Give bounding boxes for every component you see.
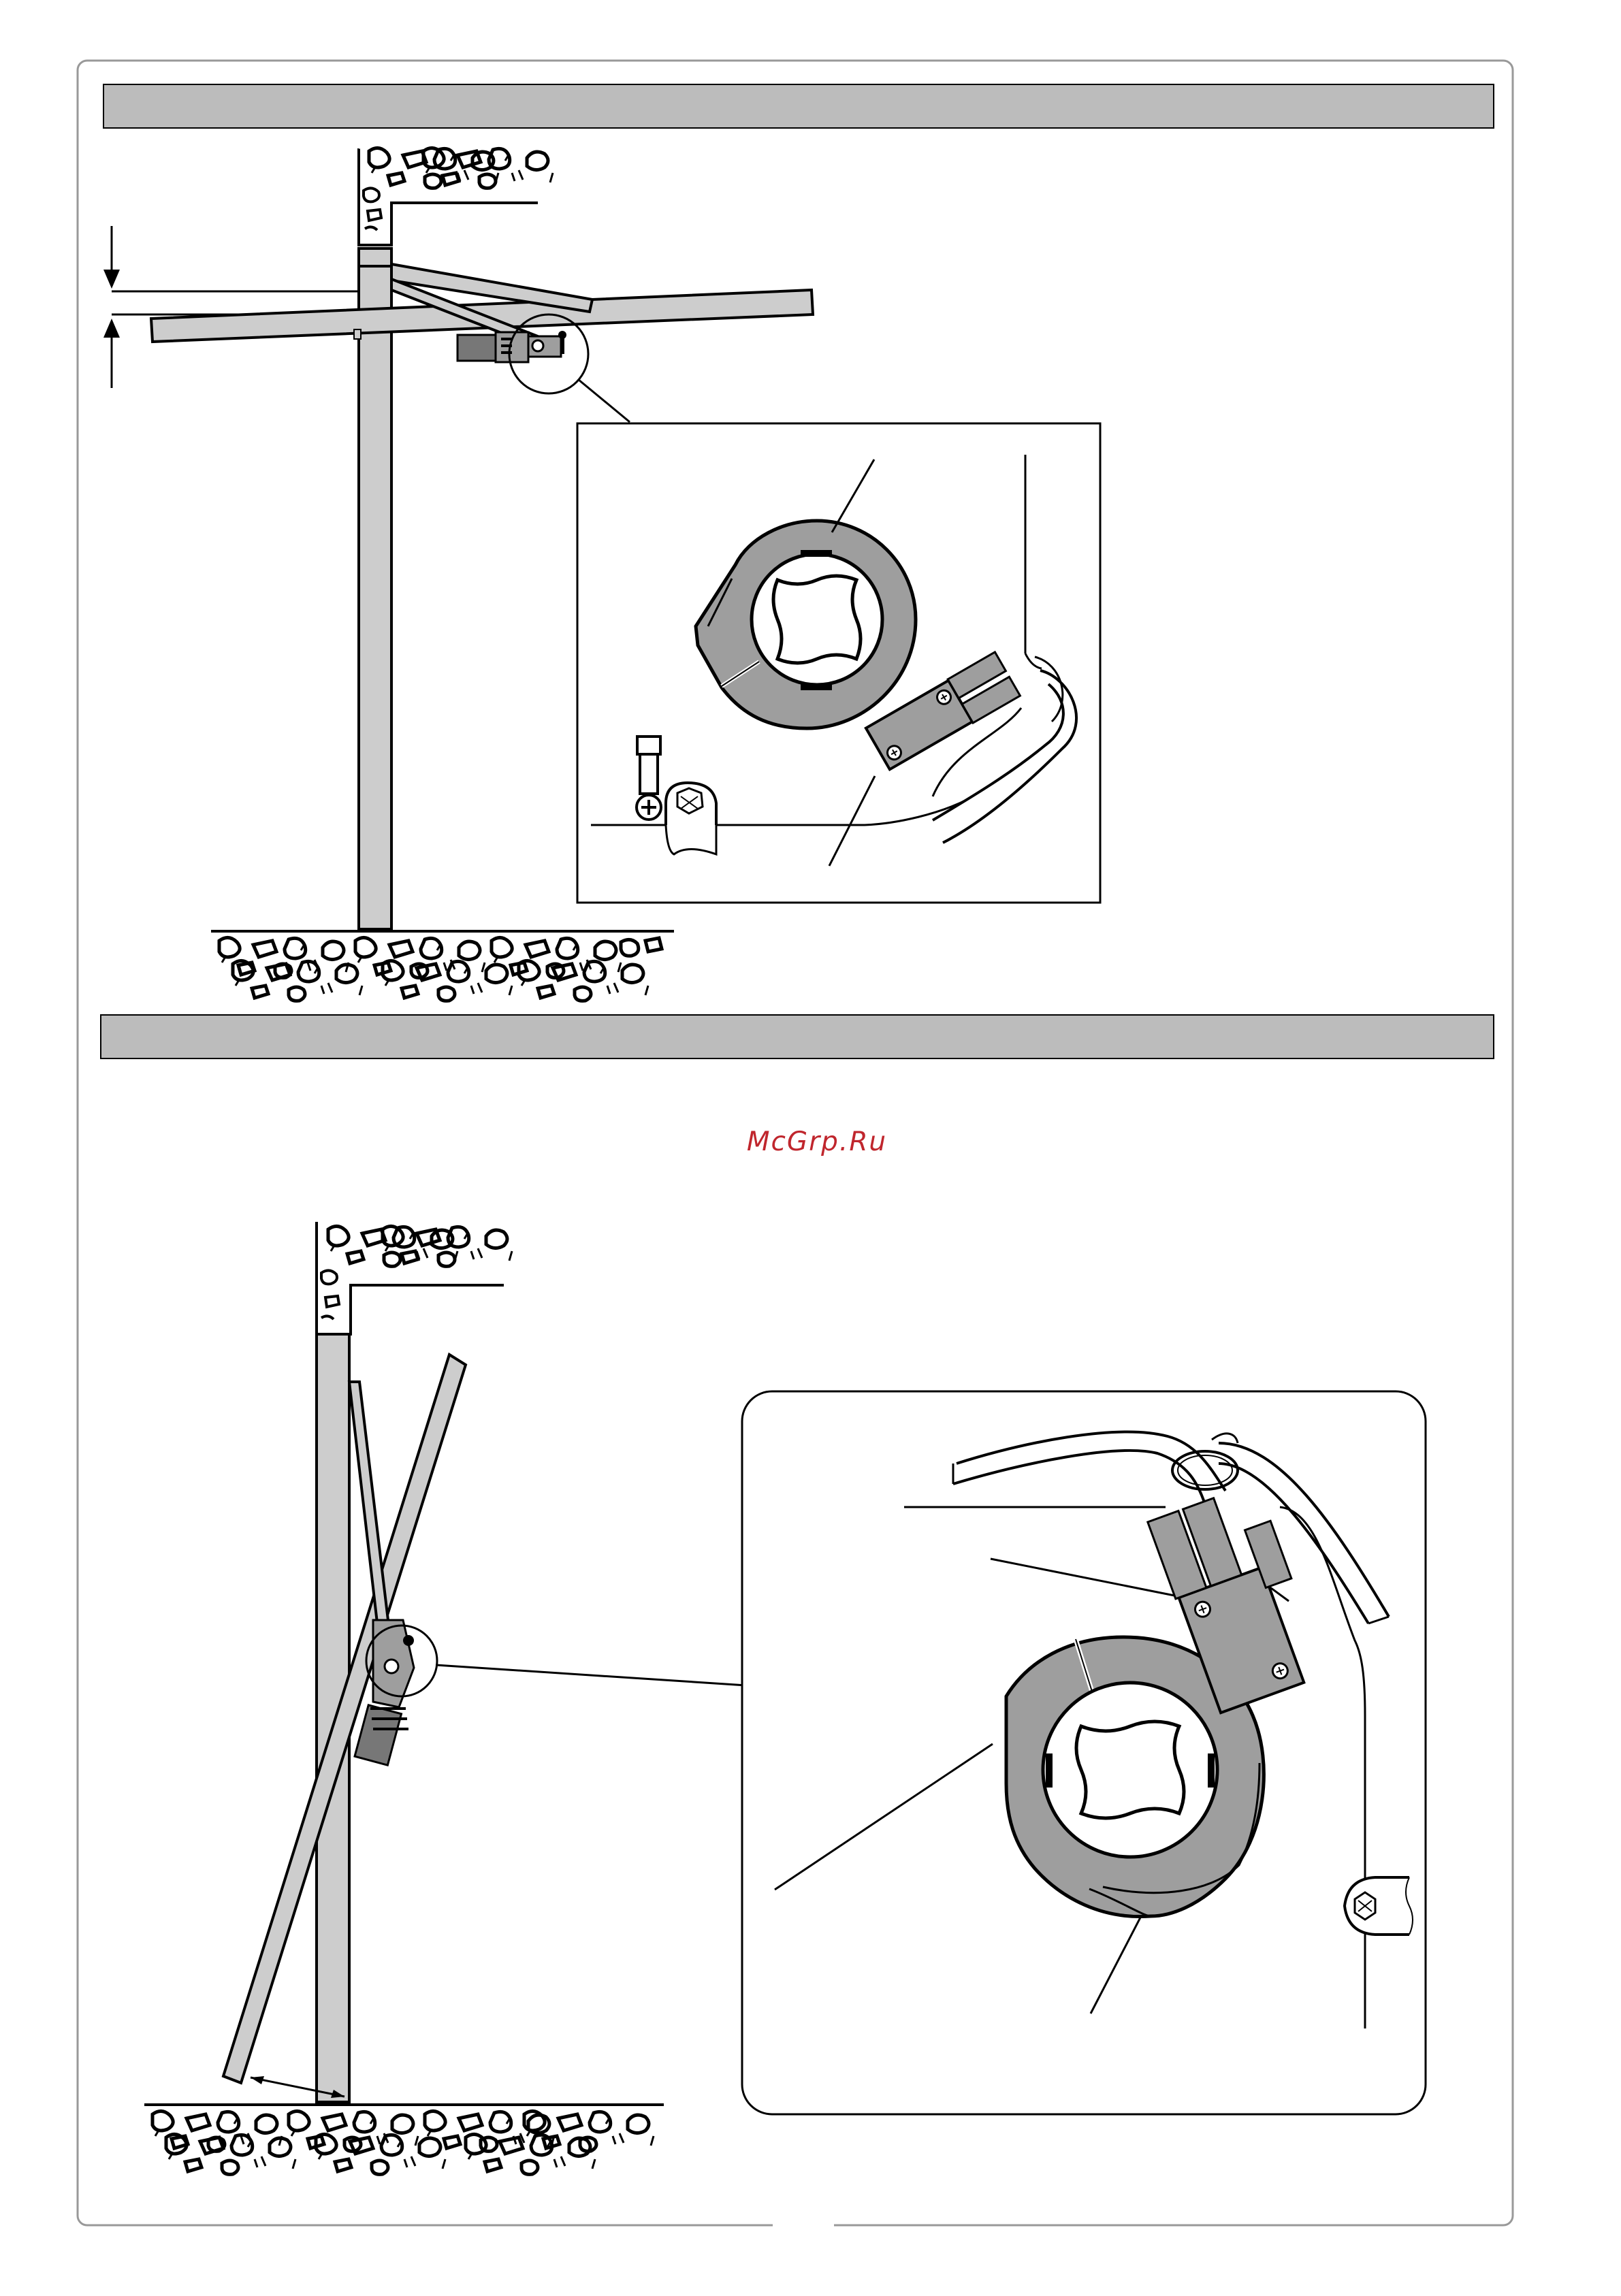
adjust-screw [637,737,661,820]
watermark-text: McGrp.Ru [746,1127,888,1157]
mounting-bolt [666,783,716,854]
figure-2-header-bar [101,1015,1494,1058]
figure-2-brace [349,1382,388,1623]
figure-2-detail-box [742,1391,1426,2114]
figure-1-header-bar [103,84,1494,128]
figure-1-ceiling [359,148,553,245]
figure-1-ground [211,931,674,1001]
figure-1-post [359,248,391,929]
figure-2-ceiling [317,1222,512,1334]
mounting-bolt-2 [1345,1877,1413,1935]
square-shaft-bore-2 [1076,1721,1184,1818]
square-shaft-bore [773,576,861,663]
figure-1-detail-box [577,423,1100,903]
figure-2-ground [144,2105,664,2174]
figure-1-dimension-arrows [103,226,359,388]
